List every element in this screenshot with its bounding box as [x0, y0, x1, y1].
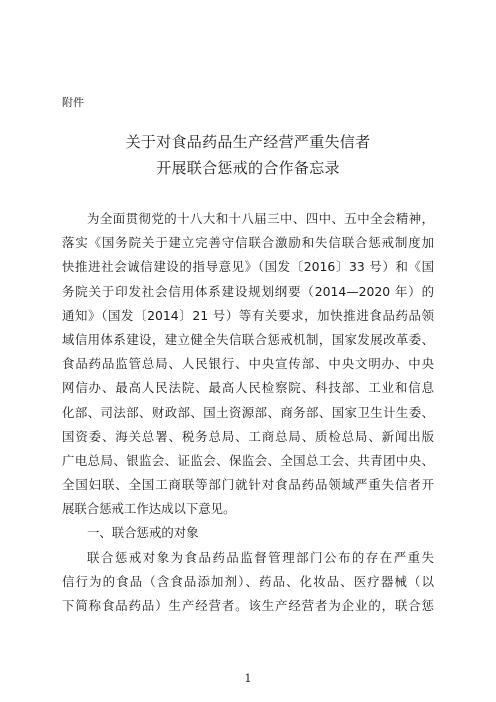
text-line: 全国妇联、全国工商联等部门就针对食品药品领域严重失信者开 [62, 477, 434, 493]
document-title-line-1: 关于对食品药品生产经营严重失信者 [125, 133, 371, 151]
text-line: 广电总局、银监会、证监会、保监会、全国总工会、共青团中央、 [62, 452, 434, 468]
document-title-line-2: 开展联合惩戒的合作备忘录 [156, 159, 340, 177]
text-line: 展联合惩戒工作达成以下意见。 [62, 501, 236, 517]
text-line: 通知》（国发〔2014〕21 号）等有关要求，加快推进食品药品领 [62, 307, 434, 323]
text-line: 快推进社会诚信建设的指导意见》（国发〔2016〕33 号）和《国 [62, 259, 434, 275]
paragraph-preamble [62, 207, 434, 521]
section-heading: 一、联合惩戒的对象 [87, 525, 199, 541]
text-line: 落实《国务院关于建立完善守信联合激励和失信联合惩戒制度加 [62, 235, 434, 251]
text-line: 国资委、海关总署、税务总局、工商总局、质检总局、新闻出版 [62, 428, 434, 444]
text-line: 化部、司法部、财政部、国土资源部、商务部、国家卫生计生委、 [62, 404, 434, 420]
attachment-label: 附件 [62, 96, 84, 109]
text-line: 域信用体系建设，建立健全失信联合惩戒机制，国家发展改革委、 [62, 331, 434, 347]
text-line: 网信办、最高人民法院、最高人民检察院、科技部、工业和信息 [62, 380, 434, 396]
text-line: 下简称食品药品）生产经营者。该生产经营者为企业的，联合惩 [62, 598, 434, 613]
text-line: 务院关于印发社会信用体系建设规划纲要（2014—2020 年）的 [62, 283, 434, 299]
text-line: 为全面贯彻党的十八大和十八届三中、四中、五中全会精神， [87, 211, 434, 226]
document-body [62, 207, 434, 618]
paragraph-target [62, 546, 434, 619]
page-number: 1 [244, 672, 252, 685]
text-line: 信行为的食品（含食品添加剂）、药品、化妆品、医疗器械（以 [62, 573, 434, 589]
text-line: 联合惩戒对象为食品药品监督管理部门公布的存在严重失 [87, 549, 434, 565]
text-line: 食品药品监管总局、人民银行、中央宣传部、中央文明办、中央 [62, 356, 434, 372]
